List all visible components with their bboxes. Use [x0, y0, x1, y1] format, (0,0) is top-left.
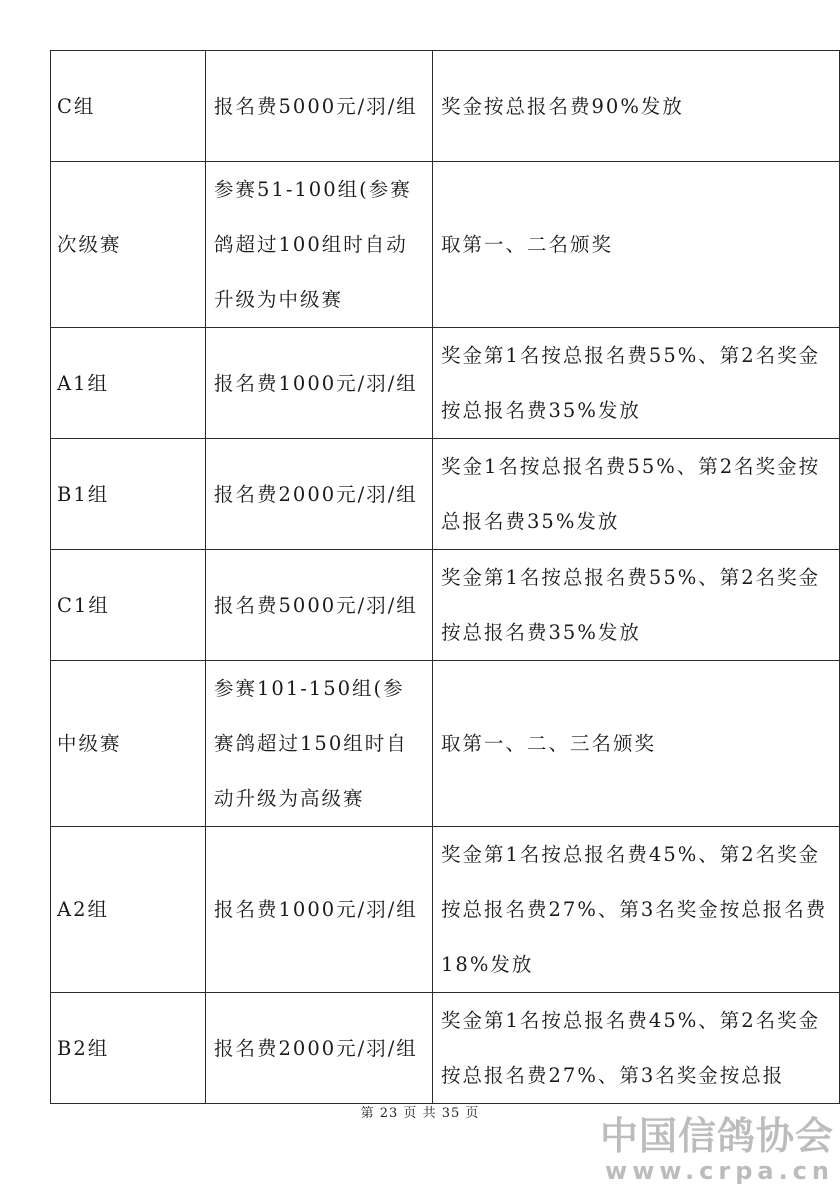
- prize-cell: 奖金第1名按总报名费55%、第2名奖金按总报名费35%发放: [433, 328, 840, 439]
- prize-cell: 奖金按总报名费90%发放: [433, 51, 840, 162]
- table-row: [51, 328, 840, 439]
- watermark-name: 中国信鸽协会: [599, 1114, 834, 1158]
- group-cell: 次级赛: [51, 162, 206, 328]
- fee-cell: 报名费2000元/羽/组: [206, 439, 433, 550]
- fee-cell: 报名费1000元/羽/组: [206, 328, 433, 439]
- rules-table: [50, 50, 840, 1104]
- fee-cell: 报名费5000元/羽/组: [206, 550, 433, 661]
- fee-cell: 参赛101-150组(参赛鸽超过150组时自动升级为高级赛: [206, 661, 433, 827]
- prize-cell: 取第一、二名颁奖: [433, 162, 840, 328]
- fee-cell: 报名费1000元/羽/组: [206, 827, 433, 993]
- table-row: [51, 827, 840, 993]
- prize-cell: 奖金1名按总报名费55%、第2名奖金按总报名费35%发放: [433, 439, 840, 550]
- fee-cell: 报名费5000元/羽/组: [206, 51, 433, 162]
- watermark: [600, 1115, 834, 1185]
- fee-cell: 参赛51-100组(参赛鸽超过100组时自动升级为中级赛: [206, 162, 433, 328]
- page-number: 第 23 页 共 35 页: [360, 1106, 480, 1121]
- table-row: [51, 162, 840, 328]
- table-row: [51, 661, 840, 827]
- prize-cell: 奖金第1名按总报名费55%、第2名奖金按总报名费35%发放: [433, 550, 840, 661]
- table-row: [51, 550, 840, 661]
- prize-cell: 奖金第1名按总报名费45%、第2名奖金按总报名费27%、第3名奖金按总报名费18%发放: [433, 827, 840, 993]
- prize-cell: 取第一、二、三名颁奖: [433, 661, 840, 827]
- group-cell: 中级赛: [51, 661, 206, 827]
- table-row: [51, 993, 840, 1104]
- watermark-url: www.crpa.cn: [605, 1157, 834, 1185]
- group-cell: A1组: [51, 328, 206, 439]
- group-cell: C1组: [51, 550, 206, 661]
- table-row: [51, 51, 840, 162]
- table-row: [51, 439, 840, 550]
- group-cell: C组: [51, 51, 206, 162]
- fee-cell: 报名费2000元/羽/组: [206, 993, 433, 1104]
- group-cell: B2组: [51, 993, 206, 1104]
- group-cell: B1组: [51, 439, 206, 550]
- group-cell: A2组: [51, 827, 206, 993]
- prize-cell: 奖金第1名按总报名费45%、第2名奖金按总报名费27%、第3名奖金按总报: [433, 993, 840, 1104]
